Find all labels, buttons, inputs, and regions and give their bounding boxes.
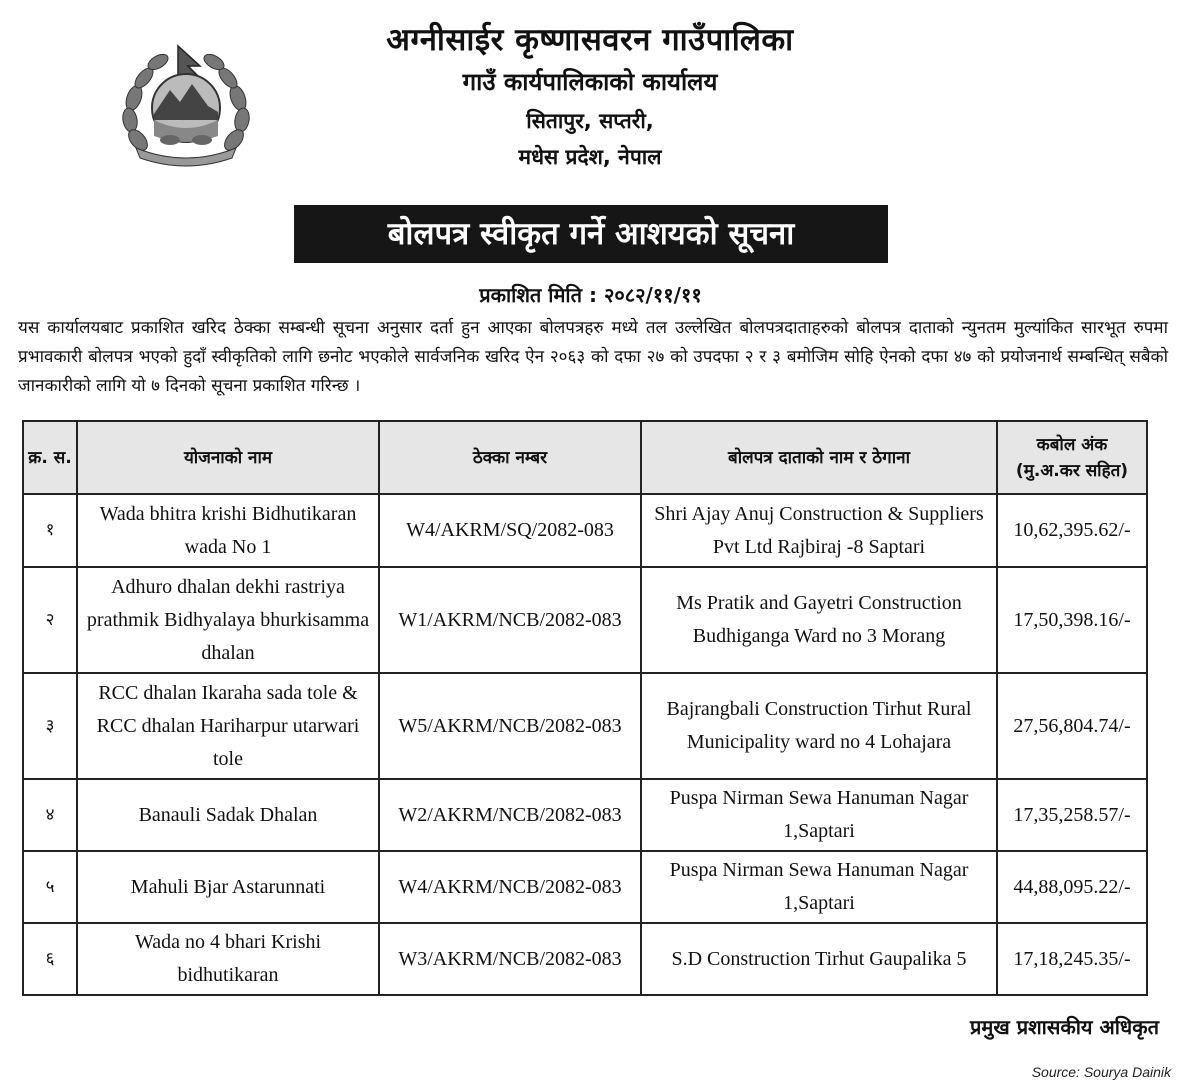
- cell-amount: 17,18,245.35/-: [997, 923, 1147, 995]
- cell-bidder: Puspa Nirman Sewa Hanuman Nagar 1,Saptari: [641, 851, 997, 923]
- table-row: [23, 567, 1147, 673]
- table-row: [23, 673, 1147, 779]
- cell-sn: १: [23, 494, 77, 567]
- notice-intro-paragraph: यस कार्यालयबाट प्रकाशित खरिद ठेक्का सम्बन्धी सूचना अनुसार दर्ता हुन आएका बोलपत्रहरु मध्ये तल उल्लेखित बोलपत्रदाताहरुको बोलपत्र दाताको न्युनतम मुल्यांकित सारभूत रुपमा प्रभावकारी बोलपत्र भएको हुदाँ स्वीकृतिको लागि छनोट भएकोले सार्वजनिक खरिद ऐन २०६३ को दफा २७ को उपदफा २ र ३ बमोजिम सोहि ऐनको दफा ४७ को प्रयोजनार्थ सम्बन्धित् सबैको जानकारीको लागि यो ७ दिनको सूचना प्रकाशित गरिन्छ ।: [18, 318, 1168, 396]
- table-row: [23, 923, 1147, 995]
- published-date: प्रकाशित मिति : २०८२/११/११: [479, 283, 702, 307]
- cell-project: Wada bhitra krishi Bidhutikaran wada No 1: [77, 494, 379, 567]
- cell-contract-no: W4/AKRM/SQ/2082-083: [379, 494, 641, 567]
- header-project: योजनाको नाम: [77, 421, 379, 494]
- cell-contract-no: W4/AKRM/NCB/2082-083: [379, 851, 641, 923]
- notice-title: बोलपत्र स्वीकृत गर्ने आशयको सूचना: [294, 205, 888, 263]
- header-contract-no: ठेक्का नम्बर: [379, 421, 641, 494]
- header-sn: क्र. स.: [23, 421, 77, 494]
- signatory-title: प्रमुख प्रशासकीय अधिकृत: [970, 1015, 1159, 1039]
- government-emblem-icon: [118, 40, 254, 168]
- bid-acceptance-table: [22, 420, 1148, 996]
- cell-contract-no: W3/AKRM/NCB/2082-083: [379, 923, 641, 995]
- cell-sn: ५: [23, 851, 77, 923]
- source-credit: Source: Sourya Dainik: [1031, 1064, 1171, 1080]
- cell-amount: 17,50,398.16/-: [997, 567, 1147, 673]
- table-row: [23, 851, 1147, 923]
- cell-amount: 17,35,258.57/-: [997, 779, 1147, 851]
- table-header-row: [23, 421, 1147, 494]
- cell-contract-no: W2/AKRM/NCB/2082-083: [379, 779, 641, 851]
- cell-bidder: Shri Ajay Anuj Construction & Suppliers Pvt Ltd Rajbiraj -8 Saptari: [641, 494, 997, 567]
- table-row: [23, 779, 1147, 851]
- cell-contract-no: W1/AKRM/NCB/2082-083: [379, 567, 641, 673]
- letterhead: [270, 18, 910, 172]
- cell-project: Adhuro dhalan dekhi rastriya prathmik Bidhyalaya bhurkisamma dhalan: [77, 567, 379, 673]
- cell-amount: 44,88,095.22/-: [997, 851, 1147, 923]
- cell-project: Banauli Sadak Dhalan: [77, 779, 379, 851]
- cell-contract-no: W5/AKRM/NCB/2082-083: [379, 673, 641, 779]
- header-amount: कबोल अंक (मु.अ.कर सहित): [997, 421, 1147, 494]
- address-line-1: सितापुर, सप्तरी,: [526, 109, 654, 133]
- cell-bidder: Puspa Nirman Sewa Hanuman Nagar 1,Saptari: [641, 779, 997, 851]
- cell-sn: ३: [23, 673, 77, 779]
- cell-amount: 10,62,395.62/-: [997, 494, 1147, 567]
- cell-bidder: Bajrangbali Construction Tirhut Rural Municipality ward no 4 Lohajara: [641, 673, 997, 779]
- cell-sn: ४: [23, 779, 77, 851]
- cell-project: Mahuli Bjar Astarunnati: [77, 851, 379, 923]
- cell-bidder: Ms Pratik and Gayetri Construction Budhiganga Ward no 3 Morang: [641, 567, 997, 673]
- office-name: गाउँ कार्यपालिकाको कार्यालय: [462, 68, 718, 96]
- cell-amount: 27,56,804.74/-: [997, 673, 1147, 779]
- header-bidder: बोलपत्र दाताको नाम र ठेगाना: [641, 421, 997, 494]
- cell-sn: २: [23, 567, 77, 673]
- cell-project: Wada no 4 bhari Krishi bidhutikaran: [77, 923, 379, 995]
- municipality-name: अग्नीसाईर कृष्णासवरन गाउँपालिका: [386, 22, 794, 58]
- cell-sn: ६: [23, 923, 77, 995]
- cell-project: RCC dhalan Ikaraha sada tole & RCC dhalan Hariharpur utarwari tole: [77, 673, 379, 779]
- cell-bidder: S.D Construction Tirhut Gaupalika 5: [641, 923, 997, 995]
- table-row: [23, 494, 1147, 567]
- address-line-2: मधेस प्रदेश, नेपाल: [518, 145, 662, 169]
